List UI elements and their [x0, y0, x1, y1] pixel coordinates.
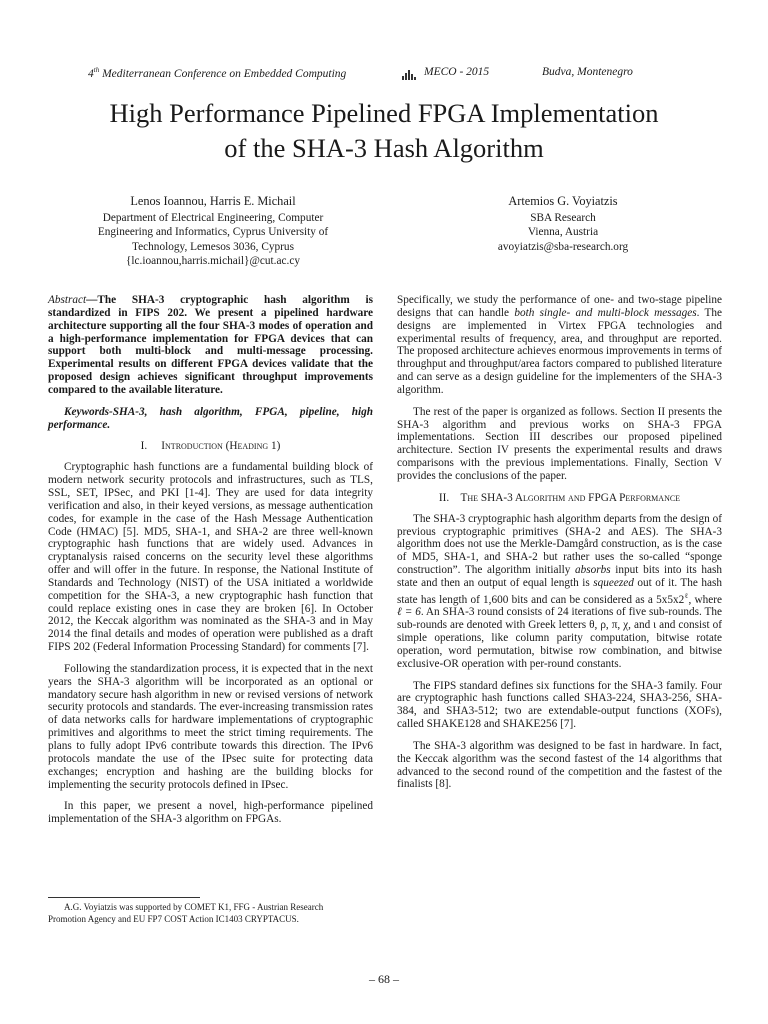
running-header-meco: MECO - 2015 [424, 66, 490, 78]
paragraph: The FIPS standard defines six functions for the SHA-3 family. Four are cryptographic hash functions called SHA3-224, SHA3-256, SHA-384, and SHA3-512; two are extendable-output functions (XOFs), called SHAKE128 and SHAKE256 [7]. [397, 679, 722, 731]
paragraph: Cryptographic hash functions are a fundamental building block of modern network security protocols and infrastructures, such as TLS, SSL, SET, IPSec, and PKI [1-4]. They are used for data integrity verification and also, in their keyed versions, as message authentication codes, for example in the case of the Hash Message Authentication Code (HMAC) [5]. MD5, SHA-1, and SHA-2 are three well-known cryptographic hash functions that are widely used. Advances in cryptanalysis raised concerns on the security level these algorithms offer and will offer in the future. In response, the National Institute of Standards and Technology (NIST) of the USA initiated a worldwide competition for the SHA-3, a new cryptographic hash function that could replace existing ones in case they are broken [6]. In October 2012, the Keccak algorithm was nominated as the SHA-3 and in May 2014 the final details and modes of operation were published as a draft FIPS 202 (Federal Information Processing Standard) for comments [7]. [48, 461, 373, 654]
affiliation-line: SBA Research [530, 211, 596, 224]
paragraph: The SHA-3 cryptographic hash algorithm departs from the design of previous cryptographic primitives (SHA-2 and AES). The SHA-3 algorithm does not use the Merkle-Damgård construction, as is the case of MD5, SHA-1, and SHA-2 but rather uses the so-called “sponge construction”. The algorithm initially absorbs input bits into its hash state and then an output of equal length is squeezed out of it. The hash state has length of 1,600 bits and can be considered as a $5x5x2^\ell$, where ℓ = 6. An SHA-3 round consists of 24 iterations of five sub-rounds. The sub-rounds are denoted with Greek letters θ, ρ, π, χ, and ι and consist of simple operations, like column parity computation, bitwise rotate operation, word permutation, bitwise row combination, and bitwise exclusive-OR operation with per-round constants. [397, 512, 723, 670]
section-heading-2: II. The SHA-3 Algorithm and FPGA Performance [438, 491, 681, 504]
paragraph: Specifically, we study the performance of one- and two-stage pipeline designs that can handle both single- and multi-block messages. The designs are implemented in Virtex FPGA technologies and experimental results of frequency, area, and throughput are reported. The proposed architecture achieves enormous improvements in terms of throughput and throughput/area factors compared to published literature and can serve as a design guideline for the implementers of the SHA-3 algorithm. [397, 294, 722, 396]
running-header-location: Budva, Montenegro [542, 66, 633, 78]
author-email-right: avoyiatzis@sba-research.org [497, 240, 629, 253]
paper-title [20, 96, 748, 166]
affiliation-line: Engineering and Informatics, Cyprus University of [97, 226, 329, 239]
page-number: – 68 – [369, 972, 399, 986]
abstract-text: The SHA-3 cryptographic hash algorithm is standardized in FIPS 202. We present a pipelined hardware architecture supporting all the four SHA-3 modes of operation and a high-performance implementation for FPGA devices that can support both multi-block and multi-message processing. Experimental results on different FPGA devices validate that the proposed design achieves significant throughput improvements compared to the available literature. [48, 294, 373, 396]
footnote: A.G. Voyiatzis was supported by COMET K1, FFG - Austrian Research Promotion Agency and EU FP7 COST Action IC1403 CRYPTACUS. [48, 902, 324, 924]
abstract: Abstract—The SHA-3 cryptographic hash algorithm is standardized in FIPS 202. We present a pipelined hardware architecture supporting all the four SHA-3 modes of operation and a high-performance implementation for FPGA devices that can support both multi-block and multi-message processing. Experimental results on different FPGA devices validate that the proposed design achieves significant throughput improvements compared to the available literature. [48, 294, 373, 396]
footnote-rule [48, 897, 200, 898]
paragraph: The SHA-3 algorithm was designed to be fast in hardware. In fact, the Keccak algorithm was the second fastest of the 14 algorithms that advanced to the second round of the competition and the fastest of the finalists [8]. [397, 739, 722, 791]
abstract-label: Abstract [48, 294, 87, 306]
left-column [48, 294, 373, 835]
title-line-2: of the SHA-3 Hash Algorithm [224, 133, 544, 163]
running-header-conference: 4th Mediterranean Conference on Embedded Computing [88, 66, 347, 80]
keywords: Keywords-SHA-3, hash algorithm, FPGA, pipeline, high performance. [48, 405, 373, 431]
author-email-left: {lc.ioannou,harris.michail}@cut.ac.cy [125, 255, 300, 268]
author-block-right [398, 194, 728, 254]
title-line-1: High Performance Pipelined FPGA Implementation [109, 98, 659, 128]
paragraph: Following the standardization process, it is expected that in the next years the SHA-3 algorithm will be incorporated as an optional or mandatory secure hash algorithm in new or revised versions of network security protocols and standards. The ever-increasing transmission rates of data networks calls for hardware implementations of cryptographic primitives and algorithms to meet the strict timing requirements. The plans to fully adopt IPv6 contribute towards this direction. The IPv6 protocols mandate the use of the IPsec suite for protecting data exchanges; encryption and hashing are the building blocks for implementing the security protocols defined in IPsec. [48, 662, 373, 791]
meco-logo-icon [402, 68, 416, 80]
right-column [397, 294, 722, 800]
author-names-left: Lenos Ioannou, Harris E. Michail [130, 194, 296, 208]
affiliation-line: Department of Electrical Engineering, Computer [102, 211, 324, 224]
author-names-right: Artemios G. Voyiatzis [508, 194, 618, 208]
affiliation-line: Technology, Lemesos 3036, Cyprus [132, 240, 294, 253]
affiliation-line: Vienna, Austria [527, 226, 599, 239]
section-heading-1: I. Introduction (Heading 1) [140, 440, 281, 453]
author-block-left [48, 194, 378, 269]
paragraph: The rest of the paper is organized as follows. Section II presents the SHA-3 algorithm and previous works on SHA-3 FPGA implementations. Section III describes our proposed pipelined architecture. Section IV presents the experimental results and draws comparisons with the previous implementations. Finally, Section V provides the conclusions of the paper. [397, 405, 722, 482]
paragraph: In this paper, we present a novel, high-performance pipelined implementation of the SHA-3 algorithm on FPGAs. [48, 800, 373, 826]
